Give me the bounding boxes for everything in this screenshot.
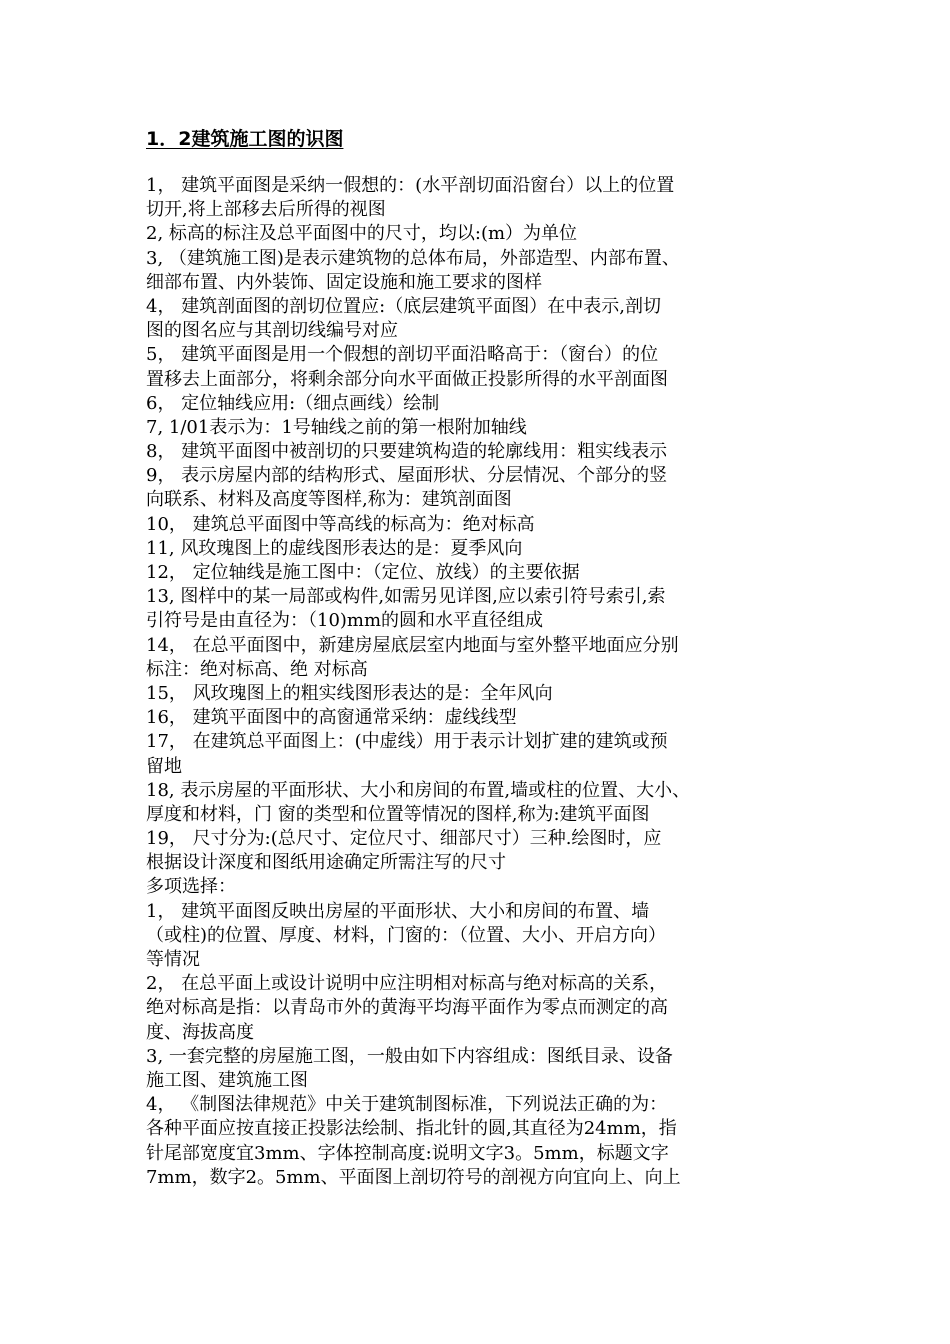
text-line: 4， 建筑剖面图的剖切位置应:（底层建筑平面图）在中表示,剖切: [146, 295, 661, 317]
text-line: 绝对标高是指：以青岛市外的黄海平均海平面作为零点而测定的高: [146, 997, 668, 1019]
text-line: 1， 建筑平面图反映出房屋的平面形状、大小和房间的布置、墙: [146, 900, 650, 922]
text-line: 留地: [146, 755, 182, 777]
text-line: 18, 表示房屋的平面形状、大小和房间的布置,墙或柱的位置、大小、: [146, 779, 691, 801]
text-line: 根据设计深度和图纸用途确定所需注写的尺寸: [146, 852, 506, 874]
text-line: 3, 一套完整的房屋施工图，一般由如下内容组成：图纸目录、设备: [146, 1045, 673, 1067]
text-line: 2, 标高的标注及总平面图中的尺寸，均以:(m）为单位: [146, 223, 578, 245]
text-line: 置移去上面部分，将剩余部分向水平面做正投影所得的水平剖面图: [146, 368, 668, 390]
text-line: 16， 建筑平面图中的高窗通常采纳：虚线线型: [146, 707, 517, 729]
text-line: 多项选择：: [146, 876, 236, 898]
document-title: 1．2建筑施工图的识图: [146, 128, 344, 150]
text-line: 标注：绝对标高、绝 对标高: [146, 658, 368, 680]
text-line: 17， 在建筑总平面图上：(中虚线）用于表示计划扩建的建筑或预: [146, 731, 668, 753]
text-line: 细部布置、内外装饰、固定设施和施工要求的图样: [146, 271, 542, 293]
text-line: 12， 定位轴线是施工图中：（定位、放线）的主要依据: [146, 562, 580, 583]
text-line: 3, （建筑施工图)是表示建筑物的总体布局，外部造型、内部布置、: [146, 247, 680, 269]
text-line: 11, 风玫瑰图上的虚线图形表达的是：夏季风向: [146, 537, 523, 559]
text-line: 10， 建筑总平面图中等高线的标高为：绝对标高: [146, 513, 535, 535]
text-line: 1， 建筑平面图是采纳一假想的：(水平剖切面沿窗台）以上的位置: [146, 175, 675, 196]
text-line: 4， 《制图法律规范》中关于建筑制图标准，下列说法正确的为：: [146, 1094, 668, 1116]
text-line: 厚度和材料，门 窗的类型和位置等情况的图样,称为:建筑平面图: [146, 803, 650, 825]
document-body: [146, 174, 818, 1190]
text-line: 14， 在总平面图中，新建房屋底层室内地面与室外整平地面应分别: [146, 634, 679, 656]
text-line: 引符号是由直径为：（10)mm的圆和水平直径组成: [146, 610, 544, 632]
text-line: 5， 建筑平面图是用一个假想的剖切平面沿略高于：（窗台）的位: [146, 344, 659, 366]
text-line: 13, 图样中的某一局部或构件,如需另见详图,应以索引符号索引,索: [146, 586, 666, 608]
text-line: 度、海拔高度: [146, 1021, 254, 1043]
text-line: 7, 1/01表示为：1号轴线之前的第一根附加轴线: [146, 416, 527, 438]
text-line: 19， 尺寸分为:(总尺寸、定位尺寸、细部尺寸）三种.绘图时，应: [146, 828, 662, 850]
text-line: 向联系、材料及高度等图样,称为：建筑剖面图: [146, 489, 512, 511]
text-line: 15， 风玫瑰图上的粗实线图形表达的是：全年风向: [146, 682, 553, 704]
text-line: 施工图、建筑施工图: [146, 1069, 308, 1091]
text-line: 2， 在总平面上或设计说明中应注明相对标高与绝对标高的关系，: [146, 973, 668, 995]
text-line: 切开,将上部移去后所得的视图: [146, 199, 386, 221]
text-line: 6， 定位轴线应用:（细点画线）绘制: [146, 392, 440, 414]
text-line: 9， 表示房屋内部的结构形式、屋面形状、分层情况、个部分的竖: [146, 465, 668, 487]
text-line: （或柱)的位置、厚度、材料，门窗的：（位置、大小、开启方向）: [146, 924, 667, 946]
text-line: 7mm，数字2。5mm、平面图上剖切符号的剖视方向宜向上、向上: [146, 1166, 681, 1188]
text-line: 等情况: [146, 949, 200, 970]
text-line: 8， 建筑平面图中被剖切的只要建筑构造的轮廓线用：粗实线表示: [146, 441, 668, 463]
text-line: 图的图名应与其剖切线编号对应: [146, 320, 398, 342]
text-line: 针尾部宽度宜3mm、字体控制高度:说明文字3。5mm，标题文字: [146, 1142, 669, 1164]
text-line: 各种平面应按直接正投影法绘制、指北针的圆,其直径为24mm，指: [146, 1118, 677, 1140]
